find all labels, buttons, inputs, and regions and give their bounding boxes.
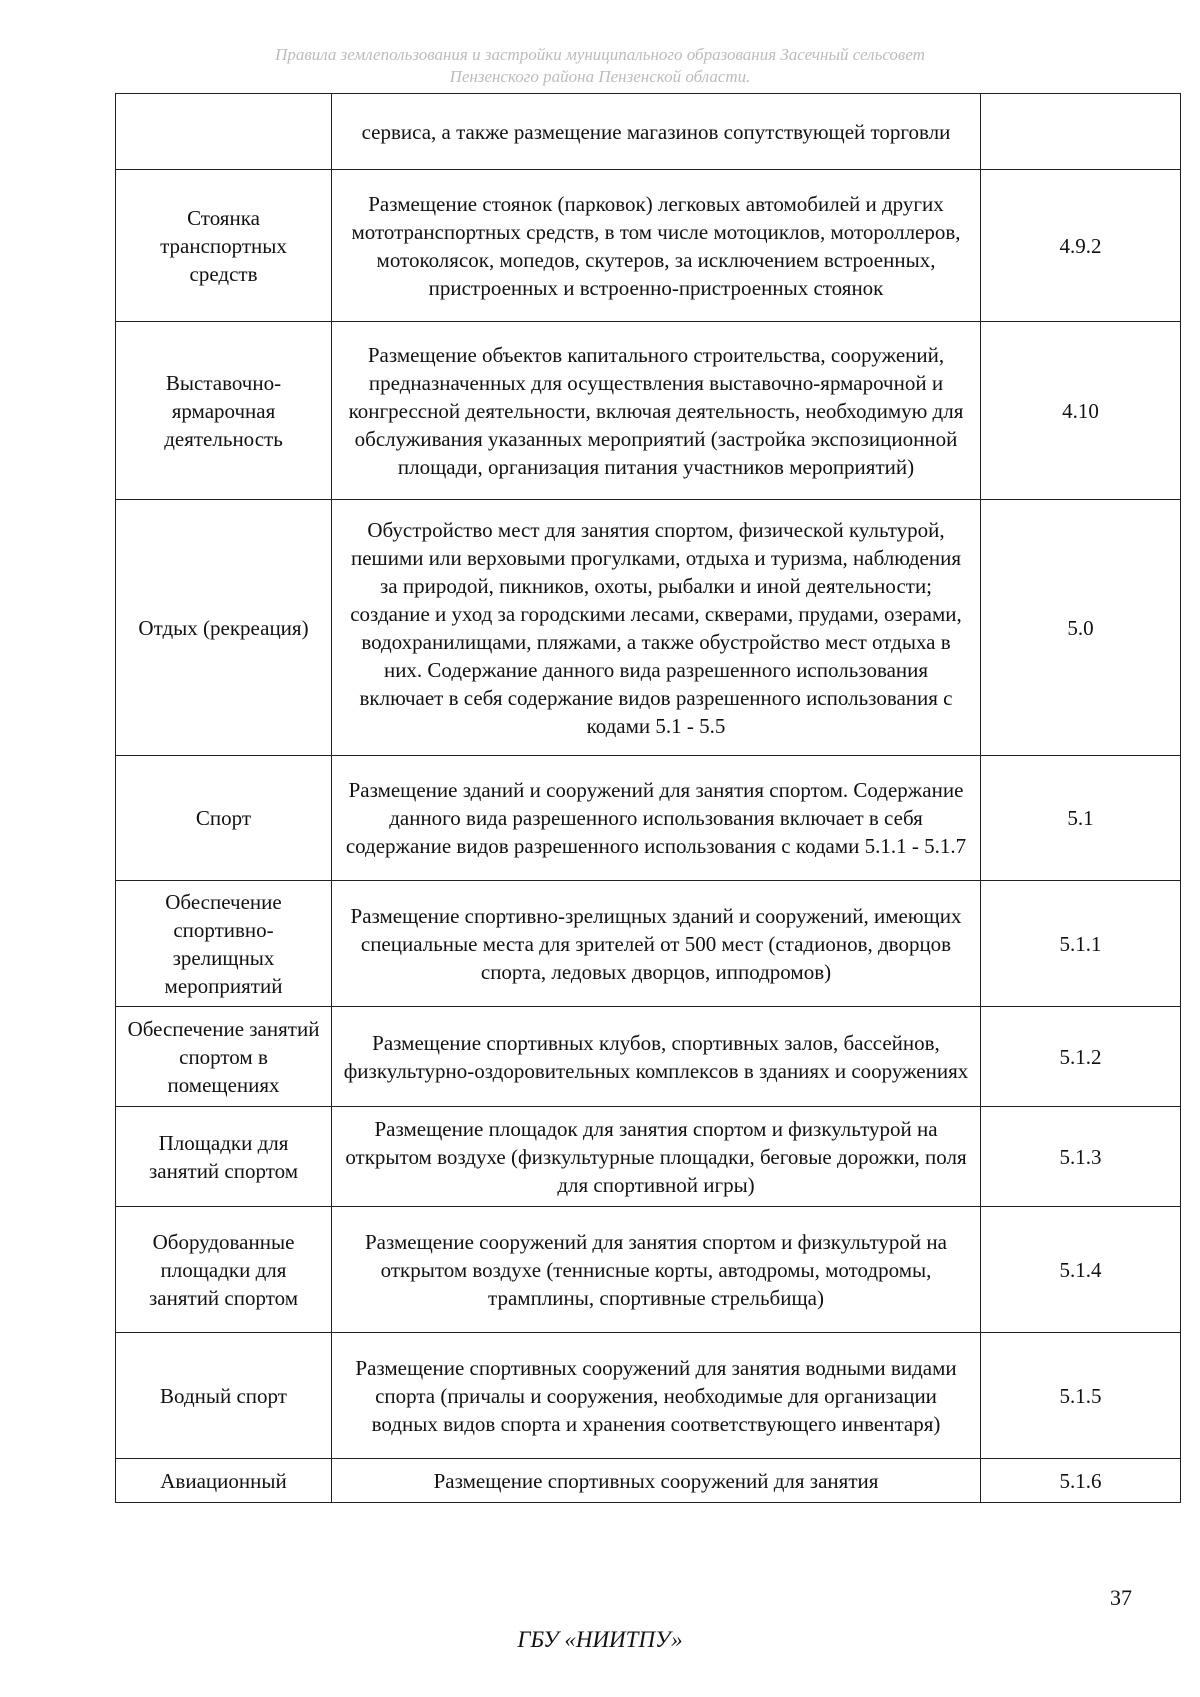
use-name-cell: Обеспечение спортивно-зрелищных мероприятий bbox=[116, 881, 332, 1007]
table-row bbox=[116, 1459, 1181, 1503]
table-row bbox=[116, 1333, 1181, 1459]
use-code-cell: 4.10 bbox=[981, 322, 1181, 500]
land-use-table bbox=[115, 93, 1181, 1503]
use-description-cell: Обустройство мест для занятия спортом, физической культурой, пешими или верховыми прогулками, отдыха и туризма, наблюдения за природой, пикников, охоты, рыбалки и иной деятельности; создание и уход за городскими лесами, скверами, прудами, озерами, водохранилищами, пляжами, а также обустройство мест отдыха в них. Содержание данного вида разрешенного использования включает в себя содержание видов разрешенного использования с кодами 5.1 - 5.5 bbox=[332, 500, 981, 756]
use-description-cell: сервиса, а также размещение магазинов сопутствующей торговли bbox=[332, 94, 981, 170]
use-name-cell: Площадки для занятий спортом bbox=[116, 1107, 332, 1207]
use-code-cell: 5.1.5 bbox=[981, 1333, 1181, 1459]
use-name-cell: Обеспечение занятий спортом в помещениях bbox=[116, 1007, 332, 1107]
header-line-1: Правила землепользования и застройки муниципального образования Засечный сельсовет bbox=[275, 45, 925, 64]
use-description-cell: Размещение спортивно-зрелищных зданий и сооружений, имеющих специальные места для зрителей от 500 мест (стадионов, дворцов спорта, ледовых дворцов, ипподромов) bbox=[332, 881, 981, 1007]
use-description-cell: Размещение спортивных сооружений для занятия водными видами спорта (причалы и сооружения, необходимые для организации водных видов спорта и хранения соответствующего инвентаря) bbox=[332, 1333, 981, 1459]
use-name-cell: Водный спорт bbox=[116, 1333, 332, 1459]
table-row bbox=[116, 1207, 1181, 1333]
table-row bbox=[116, 1107, 1181, 1207]
use-code-cell: 5.1.3 bbox=[981, 1107, 1181, 1207]
use-code-cell: 4.9.2 bbox=[981, 170, 1181, 322]
use-code-cell: 5.1.6 bbox=[981, 1459, 1181, 1503]
use-name-cell: Стоянка транспортных средств bbox=[116, 170, 332, 322]
table-row bbox=[116, 500, 1181, 756]
table-row bbox=[116, 170, 1181, 322]
use-code-cell: 5.0 bbox=[981, 500, 1181, 756]
use-code-cell: 5.1.1 bbox=[981, 881, 1181, 1007]
use-name-cell: Оборудованные площадки для занятий спортом bbox=[116, 1207, 332, 1333]
use-name-cell: Спорт bbox=[116, 756, 332, 881]
use-code-cell: 5.1.2 bbox=[981, 1007, 1181, 1107]
use-code-cell: 5.1 bbox=[981, 756, 1181, 881]
use-name-cell: Отдых (рекреация) bbox=[116, 500, 332, 756]
use-name-cell: Авиационный bbox=[116, 1459, 332, 1503]
table-row bbox=[116, 1007, 1181, 1107]
table-row bbox=[116, 322, 1181, 500]
table-row bbox=[116, 881, 1181, 1007]
use-description-cell: Размещение спортивных клубов, спортивных залов, бассейнов, физкультурно-оздоровительных комплексов в зданиях и сооружениях bbox=[332, 1007, 981, 1107]
use-code-cell: 5.1.4 bbox=[981, 1207, 1181, 1333]
page-number: 37 bbox=[1110, 1585, 1132, 1610]
use-description-cell: Размещение стоянок (парковок) легковых автомобилей и других мототранспортных средств, в том числе мотоциклов, мотороллеров, мотоколясок, мопедов, скутеров, за исключением встроенных, пристроенных и встроенно-пристроенных стоянок bbox=[332, 170, 981, 322]
table-row bbox=[116, 756, 1181, 881]
use-description-cell: Размещение спортивных сооружений для занятия bbox=[332, 1459, 981, 1503]
use-description-cell: Размещение площадок для занятия спортом и физкультурой на открытом воздухе (физкультурные площадки, беговые дорожки, поля для спортивной игры) bbox=[332, 1107, 981, 1207]
table-row bbox=[116, 94, 1181, 170]
use-description-cell: Размещение сооружений для занятия спортом и физкультурой на открытом воздухе (теннисные корты, автодромы, мотодромы, трамплины, спортивные стрельбища) bbox=[332, 1207, 981, 1333]
document-header bbox=[0, 44, 1200, 88]
use-name-cell: Выставочно-ярмарочная деятельность bbox=[116, 322, 332, 500]
use-description-cell: Размещение объектов капитального строительства, сооружений, предназначенных для осуществления выставочно-ярмарочной и конгрессной деятельности, включая деятельность, необходимую для обслуживания указанных мероприятий (застройка экспозиционной площади, организация питания участников мероприятий) bbox=[332, 322, 981, 500]
use-description-cell: Размещение зданий и сооружений для занятия спортом. Содержание данного вида разрешенного использования включает в себя содержание видов разрешенного использования с кодами 5.1.1 - 5.1.7 bbox=[332, 756, 981, 881]
document-footer: ГБУ «НИИТПУ» bbox=[517, 1627, 683, 1652]
use-code-cell bbox=[981, 94, 1181, 170]
use-name-cell bbox=[116, 94, 332, 170]
header-line-2: Пензенского района Пензенской области. bbox=[449, 67, 751, 86]
